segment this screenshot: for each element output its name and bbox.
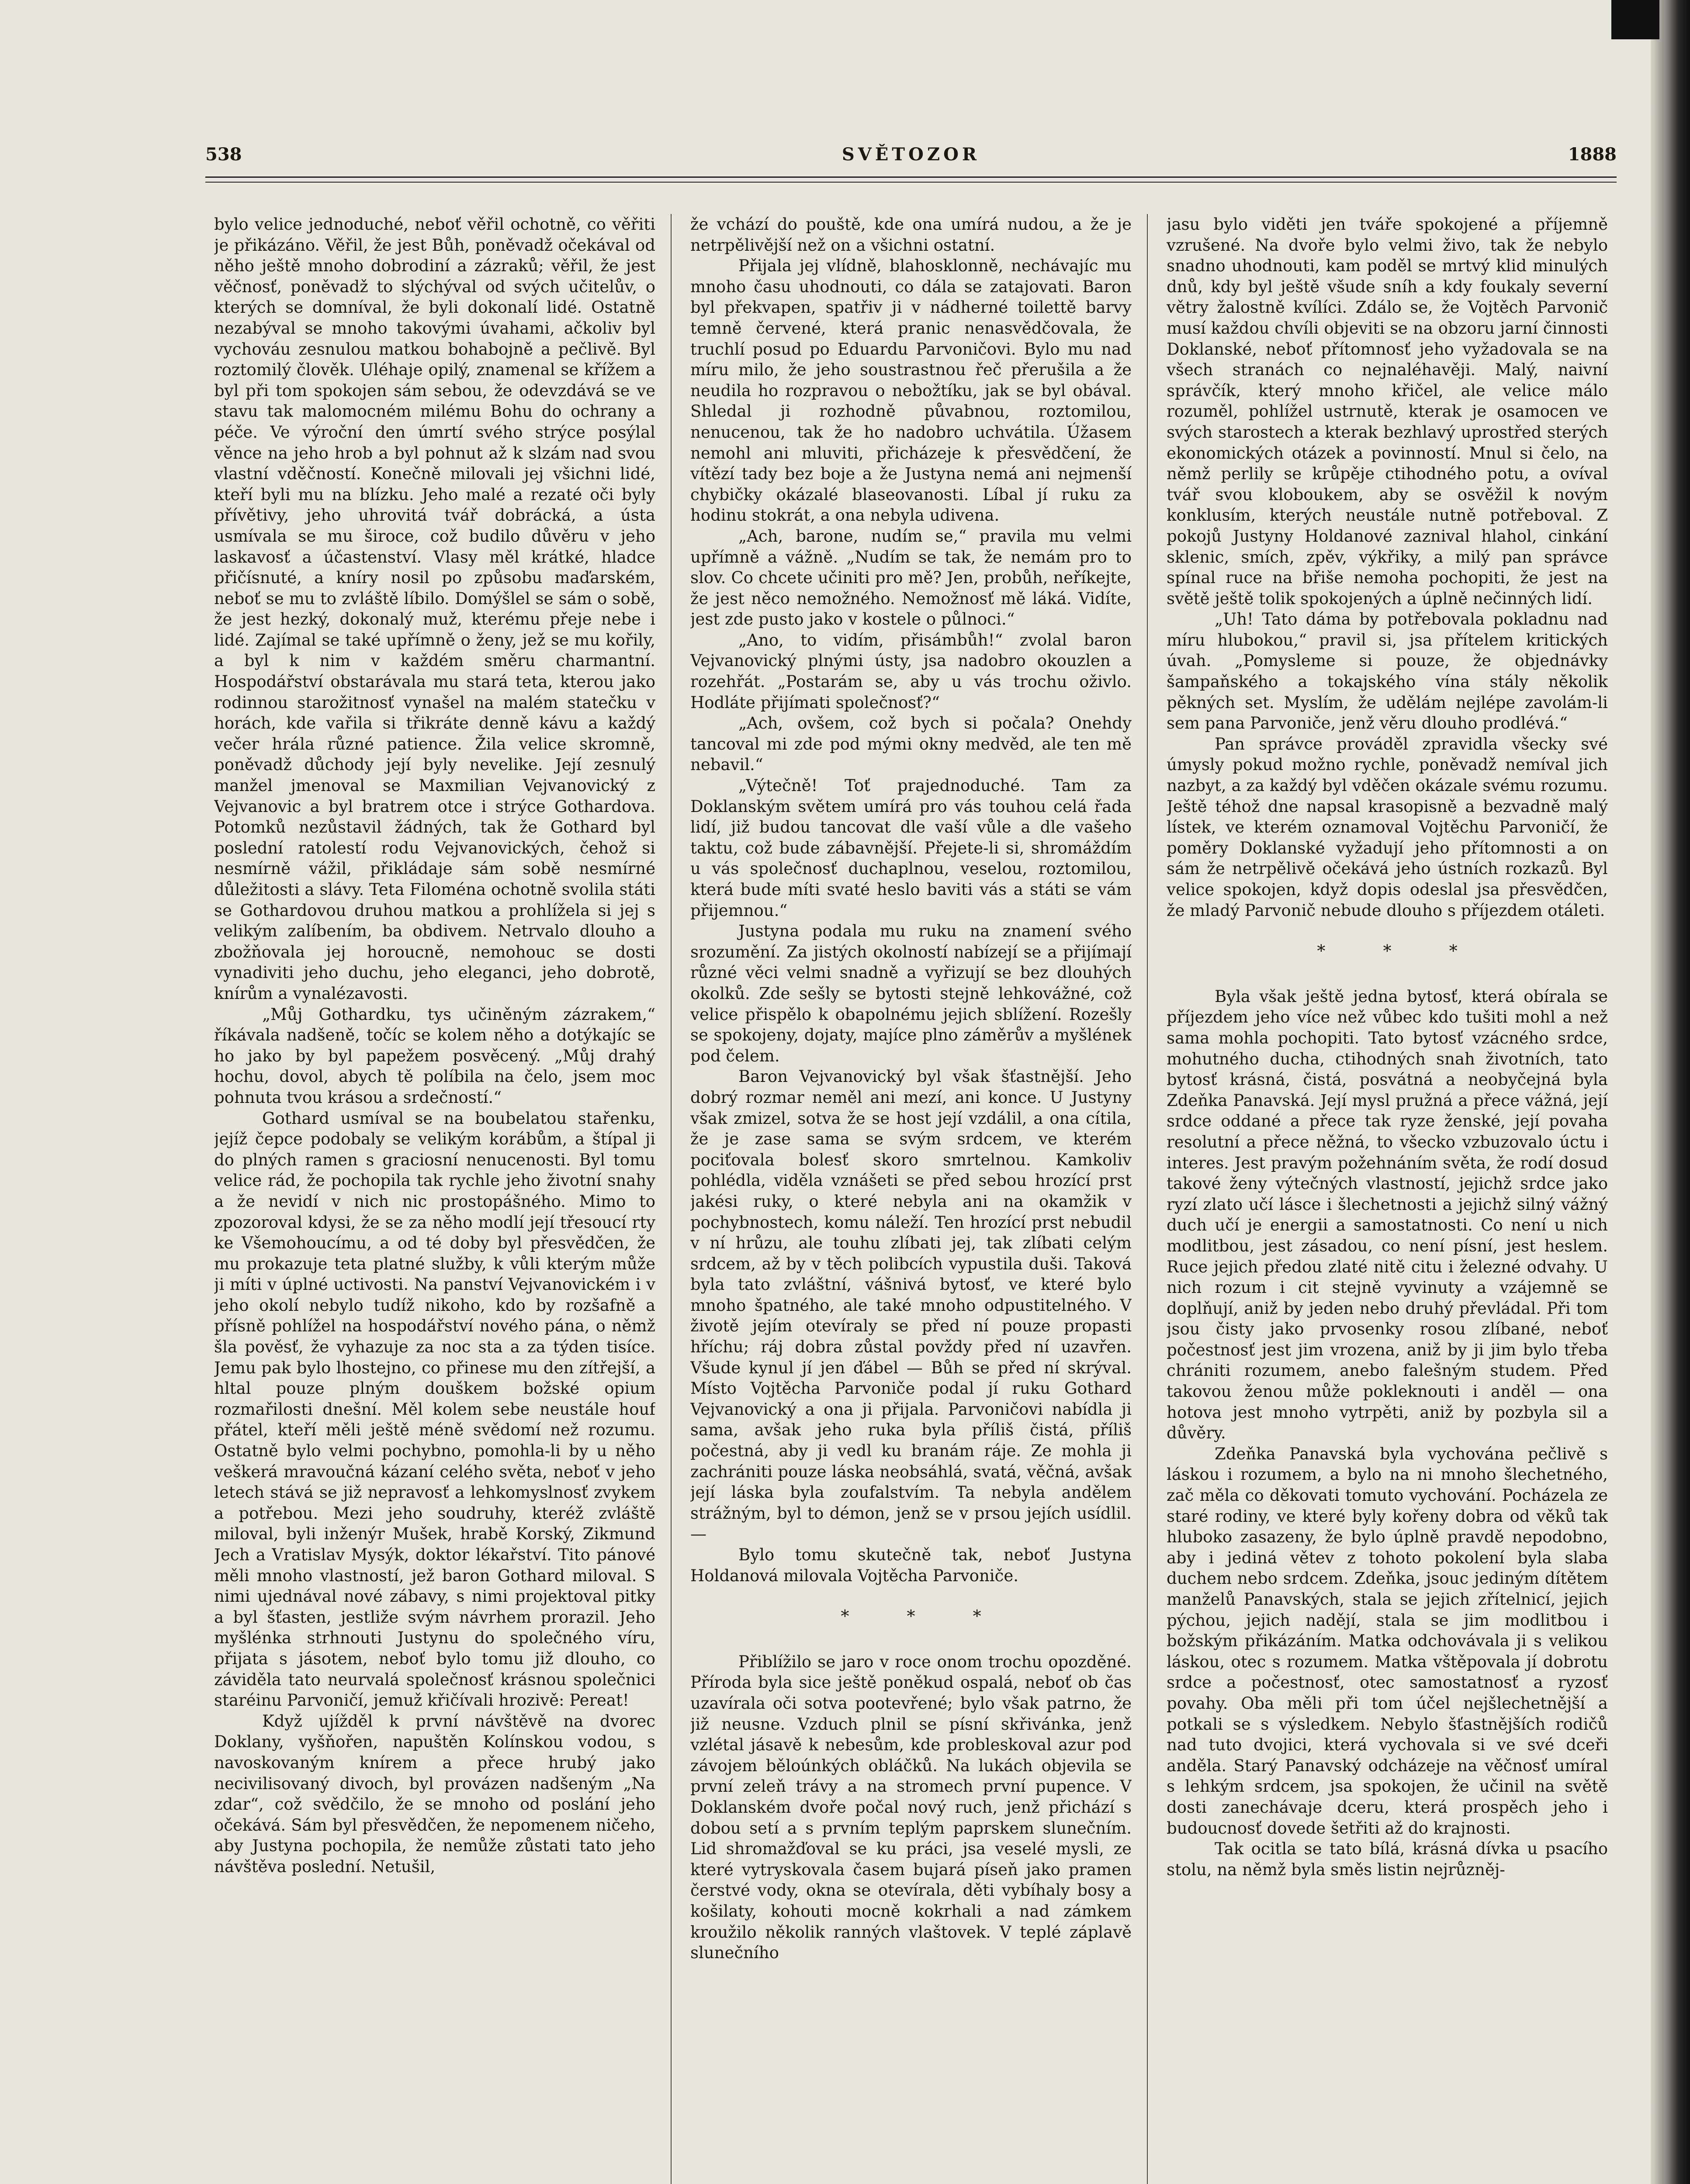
column-2 xyxy=(690,214,1132,2184)
column-rule xyxy=(1147,214,1148,2184)
page xyxy=(205,131,1617,2184)
header-rule xyxy=(205,176,1617,178)
paragraph: „Ano, to vidím, přisámbůh!“ zvolal baron Vejvanovický plnými ústy, jsa nadobro okouzlen a rozehřát. „Postarám se, aby u vás trochu oživlo. Hodláte přijímati společnosť?“ xyxy=(690,630,1132,712)
scan-corner xyxy=(1611,0,1659,39)
text-columns xyxy=(205,214,1617,2184)
paragraph: Když ujížděl k první návštěvě na dvorec Doklany, vyšňořen, napuštěn Kolínskou vodou, s navoskovaným knírem a přece hrubý jako necivilisovaný divoch, byl provázen nadšeným „Na zdar“, což svědčilo, že se mnoho od poslání jeho očekává. Sám byl přesvědčen, že nepomenem ničeho, aby Justyna pochopila, že nemůže zůstati tato jeho návštěva poslední. Netušil, xyxy=(214,1711,655,1876)
paragraph: „Uh! Tato dáma by potřebovala pokladnu nad míru hlubokou,“ pravil si, jsa přítelem kritických úvah. „Pomysleme si pouze, že objednávky šampaňského a tokajského vína stály několik pěkných set. Myslím, že udělám nejlépe zavolám-li sem pana Parvoniče, jenž věru dlouho prodlévá.“ xyxy=(1167,610,1608,733)
paragraph: jasu bylo viděti jen tváře spokojené a příjemně vzrušené. Na dvoře bylo velmi živo, tak že nebylo snadno uhodnouti, kam poděl se mrtvý klid minulých dnů, kdy byl ještě všude sníh a kdy foukaly severní větry žalostně kvílíci. Zdálo se, že Vojtěch Parvonič musí každou chvíli objeviti se na obzoru jarní činnosti Doklanské, neboť přítomnosť jeho vyžadovala se na všech stranách co nejnaléhavěji. Malý, naivní správčík, který mnoho křičel, ale velice málo rozuměl, pohlížel ustrnutě, kterak je osamocen ve svých starostech a kterak bezhlavý uprostřed sterých ekonomických otázek a povinností. Mnul si čelo, na němž perlily se krůpěje ctihodného potu, a ovíval tvář svou kloboukem, aby se osvěžil k novým konklusím, kterých neustále nutně potřeboval. Z pokojů Justyny Holdanové zaznival hlahol, cinkání sklenic, smích, zpěv, výkřiky, a milý pan správce spínal ruce na břiše nemoha pochopiti, že jest na světě ještě tolik spokojených a úplně nečinných lidí. xyxy=(1167,215,1608,608)
section-separator: * * * xyxy=(841,1607,1008,1626)
paragraph: Tak ocitla se tato bílá, krásná dívka u psacího stolu, na němž byla směs listin nejrůzněj- xyxy=(1167,1839,1608,1879)
paragraph: „Ach, ovšem, což bych si počala? Onehdy tancoval mi zde pod mými okny medvěd, ale ten mě nebavil.“ xyxy=(690,714,1132,774)
paragraph: že vchází do pouště, kde ona umírá nudou, a že je netrpělivější než on a všichni ostatní. xyxy=(690,215,1132,255)
page-year: 1888 xyxy=(1568,144,1617,165)
paragraph: Byla však ještě jedna bytosť, která obírala se příjezdem jeho více než vůbec kdo tušiti mohl a než sama mohla pochopiti. Tato bytosť vzácného srdce, mohutného ducha, ctihodných snah životních, tato bytosť krásná, čistá, posvátná a neobyčejná byla Zdeňka Panavská. Její mysl pružná a přece vážná, její srdce oddané a přece tak ryze ženské, její povaha resolutní a přece něžná, to všecko vzbuzovalo úctu i interes. Jest pravým požehnáním světa, že rodí dosud takové ženy výtečných vlastností, jejichž srdce jako ryzí zlato učí lásce i šlechetnosti a jejichž silný vážný duch učí je energii a samostatnosti. Co není u nich modlitbou, jest zásadou, co není písní, jest heslem. Ruce jejich předou zlaté nitě citu i železné odvahy. U nich rozum i cit stejně vyvinuty a vzájemně se doplňují, aniž by jeden nebo druhý převládal. Při tom jsou čisty jako prvosenky rosou zlíbané, neboť počestnosť jest jim vrozena, aniž by ji jim bylo třeba chrániti rozumem, anebo falešným studem. Před takovou ženou může pokleknouti i anděl — ona hotova jest mnoho vytrpěti, aniž by pozbyla sil a důvěry. xyxy=(1167,987,1608,1443)
paragraph: Přiblížilo se jaro v roce onom trochu opozděné. Příroda byla sice ještě poněkud ospalá, neboť ob čas uzavírala oči sotva pootevřené; bylo však patrno, že již neusne. Vzduch plnil se písní skřivánka, jenž vzlétal jásavě k nebesům, kde probleskoval azur pod závojem běloúnkých obláčků. Na lukách objevila se první zeleň trávy a na stromech první pupence. V Doklanském dvoře počal nový ruch, jenž přichází s dobou setí a s prvním teplým paprskem slunečním. Lid shromažďoval se ku práci, jsa veselé mysli, ze které vytryskovala časem bujará píseň jako pramen čerstvé vody, okna se otevírala, děti vybíhaly bosy a košilaty, kohouti mocně kokrhali a nad zámkem kroužilo několik ranných vlaštovek. V teplé záplavě slunečního xyxy=(690,1652,1132,1963)
page-number: 538 xyxy=(205,144,242,165)
paragraph: „Můj Gothardku, tys učiněným zázrakem,“ říkávala nadšeně, točíc se kolem něho a dotýkajíc se ho jako by byl papežem posvěcený. „Můj drahý hochu, dovol, abych tě políbila na čelo, jsem moc pohnuta tvou krásou a srdečností.“ xyxy=(214,1005,655,1107)
header-rule-thin xyxy=(205,182,1617,183)
paragraph: „Výtečně! Toť prajednoduché. Tam za Doklanským světem umírá pro vás touhou celá řada lidí, již budou tancovat dle vaší vůle a dle vašeho taktu, což bude zábavnější. Přejete-li si, shromáždím u vás společnosť duchaplnou, veselou, roztomilou, která bude míti svaté heslo baviti vás a státi se vám přijemnou.“ xyxy=(690,776,1132,920)
column-rule xyxy=(671,214,672,2184)
paragraph: Přijala jej vlídně, blahosklonně, nechávajíc mu mnoho času uhodnouti, co dála se zatajovati. Baron byl překvapen, spatřiv ji v nádherné toilettě barvy temně červené, která pranic nenasvědčovala, že truchlí posud po Eduardu Parvoničovi. Bylo mu nad míru milo, že jeho soustrastnou řeč přerušila a že neudila ho rozpravou o nebožtíku, jak se byl obával. Shledal ji rozhodně půvabnou, roztomilou, nenucenou, tak že ho nadobro uchvátila. Úžasem nemohl ani mluviti, přicházeje k přesvědčení, že vítězí tady bez boje a že Justyna nemá ani nejmenší chybičky okázalé blaseovanosti. Líbal jí ruku za hodinu stokrát, a ona nebyla udivena. xyxy=(690,256,1132,525)
paragraph: Justyna podala mu ruku na znamení svého srozumění. Za jistých okolností nabízejí se a přijímají různé věci velmi snadně a vyřizují se bez dlouhých okolků. Zde sešly se bytosti stejně lehkovážné, což velice přispělo k obapolnému jejich sblížení. Rozešly se spokojeny, dojaty, majíce plno záměrův a myšlének pod čelem. xyxy=(690,922,1132,1065)
paragraph: bylo velice jednoduché, neboť věřil ochotně, co věřiti je přikázáno. Věřil, že jest Bůh, poněvadž očekával od něho ještě mnoho dobrodiní a zázraků; věřil, že jest věčnosť, poněvadž to slýchýval od svých učitelův, o kterých se domníval, že byli dokonalí lidé. Ostatně nezabýval se mnoho takovými úvahami, ačkoliv byl vychováu zesnulou matkou bohabojně a pečlivě. Byl roztomilý člověk. Uléhaje opilý, znamenal se křížem a byl při tom spokojen sám sebou, že odevzdává se ve stavu tak malomocném milému Bohu do ochrany a péče. Ve výroční den úmrtí svého strýce posýlal věnce na jeho hrob a byl pohnut až k slzám nad svou vlastní vděčností. Konečně milovali jej všichni lidé, kteří byli mu na blízku. Jeho malé a rezaté oči byly přívětivy, jeho uhrovitá tvář dobrácká, a ústa usmívala se mu široce, což budilo důvěru v jeho laskavosť a účastenství. Vlasy měl krátké, hladce přičísnuté, a kníry nosil po způsobu maďarském, neboť se mu to zvláště líbilo. Domýšlel se sám o sobě, že jest hezký, dokonalý muž, kterému přeje nebe i lidé. Zajímal se také upřímně o ženy, jež se mu kořily, a byl k nim v každém směru charmantní. Hospodářství obstarávala mu stará teta, kterou jako rodinnou starožitnosť vynašel na malém statečku v horách, kde vařila si třikráte denně kávu a každý večer hrála různé patience. Žila velice skromně, poněvadž důchody její byly nevelike. Její zesnulý manžel jmenoval se Maxmilian Vejvanovický z Vejvanovic a byl bratrem otce i strýce Gothardova. Potomků nezůstavil žádných, tak že Gothard byl poslední ratolestí rodu Vejvanovických, čehož si nesmírně vážil, přikládaje sám sobě nesmírné důležitosti a slávy. Teta Filoména ochotně svolila státi se Gothardovou druhou matkou a prohlížela si jej s velikým zalíbením, ba obdivem. Netrvalo dlouho a zbožňovala jej horoucně, nemohouc se dosti vynadiviti jeho duchu, jeho eleganci, jeho dobrotě, knírům a vynalézavosti. xyxy=(214,215,655,1003)
paragraph: Bylo tomu skutečně tak, neboť Justyna Holdanová milovala Vojtěcha Parvoniče. xyxy=(690,1545,1132,1585)
section-separator: * * * xyxy=(1317,941,1484,961)
paragraph: „Ach, barone, nudím se,“ pravila mu velmi upřímně a vážně. „Nudím se tak, že nemám pro to slov. Co chcete učiniti pro mě? Jen, probůh, neříkejte, že jest něco nemožného. Nemožnosť mě láká. Vidíte, jest zde pusto jako v kostele o půlnoci.“ xyxy=(690,526,1132,629)
column-1 xyxy=(214,214,655,2184)
page-header xyxy=(205,144,1617,175)
paragraph: Pan správce prováděl zpravidla všecky své úmysly pokud možno rychle, poněvadž nemíval jich nazbyt, a za každý byl vděčen okázale svému rozumu. Ještě téhož dne napsal krasopisně a bezvadně malý lístek, ve kterém oznamoval Vojtěchu Parvoničí, že poměry Doklanské vyžadují jeho přítomnosti a on sám že netrpělivě očekává jeho ústních rozkazů. Byl velice spokojen, když dopis odeslal jsa přesvědčen, že mladý Parvonič nebude dlouho s příjezdem otáleti. xyxy=(1167,734,1608,920)
paragraph: Baron Vejvanovický byl však šťastnější. Jeho dobrý rozmar neměl ani mezí, ani konce. U Justyny však zmizel, sotva že se host její vzdálil, a ona cítila, že je zase sama se svým srdcem, ve kterém pociťovala bolesť skoro smrtelnou. Kamkoliv pohlédla, viděla vznášeti se před sebou hrozící prst jakési ruky, o které nebyla ani na okamžik v pochybnostech, komu náleží. Ten hrozící prst nebudil v ní hrůzu, ale touhu zlíbati jej, tak zlíbati celým srdcem, až by v těch polibcích vypustila duši. Taková byla tato zvláštní, vášnivá bytosť, ve které bylo mnoho špatného, ale také mnoho odpustitelného. V životě jejím otevíraly se před ní pouze propasti hříchu; ráj dobra zůstal povždy před ní uzavřen. Všude kynul jí jen ďábel — Bůh se před ní skrýval. Místo Vojtěcha Parvoniče podal jí ruku Gothard Vejvanovický a ona ji přijala. Parvoničovi nabídla ji sama, avšak jeho ruka byla příliš čistá, příliš počestná, aby ji vedl ku branám ráje. Ze mohla ji zachrániti pouze láska neobsáhlá, svatá, věčná, avšak její láska byla zoufalstvím. Ta nebyla andělem strážným, byl to démon, jenž se v prsou jejích usídlil. — xyxy=(690,1067,1132,1544)
paragraph: Zdeňka Panavská byla vychována pečlivě s láskou i rozumem, a bylo na ni mnoho šlechetného, zač měla co děkovati tomuto vychování. Pocházela ze staré rodiny, ve které byly kořeny dobra od věků tak hluboko zasazeny, že bylo úplně pravdě nepodobno, aby i jediná větev z tohoto pokolení byla slaba duchem nebo srdcem. Zdeňka, jsouc jediným dítětem manželů Panavských, stala se jejich zřítelnicí, jejich pýchou, jejich nadějí, stala se jim modlitbou i božským přikázáním. Matka odchovávala ji s velikou láskou, otec s rozumem. Matka vštěpovala jí dobrotu srdce a počestnosť, otec samostatnosť a ryzosť povahy. Oba měli při tom účel nejšlechetnější a potkali se s výsledkem. Nebylo šťastnějších rodičů nad tuto dvojici, která vychovala si ve své dceři anděla. Starý Panavský odcházeje na věčnosť umíral s lehkým srdcem, jsa spokojen, že učinil na světě dosti zanechávaje dceru, která prospěch jeho i budoucnosť dovede šetřiti až do krajnosti. xyxy=(1167,1444,1608,1838)
column-3 xyxy=(1167,214,1608,2184)
journal-title: SVĚTOZOR xyxy=(842,144,980,165)
paragraph: Gothard usmíval se na boubelatou stařenku, jejíž čepce podobaly se velikým korábům, a štípal ji do plných ramen s graciosní nenucenosti. Byl tomu velice rád, že pochopila tak rychle jeho životní snahy a že nevidí v nich nic prostopášného. Mimo to zpozoroval kdysi, že se za něho modlí její třesoucí rty ke Všemohoucímu, a od té doby byl přesvědčen, že mu prokazuje teta platné služby, k vůli kterým může ji míti v úplné uctivosti. Na panství Vejvanovickém i v jeho okolí nebylo tudíž nikoho, kdo by rozšafně a přísně pohlížel na hospodářství nového pána, o němž šla pověsť, že vyhazuje za noc sta a za týden tisíce. Jemu pak bylo lhostejno, co přinese mu den zítřejší, a hltal pouze plným douškem božské opium rozmařilosti dnešní. Měl kolem sebe neustále houf přátel, kteří měli ještě méně svědomí než rozumu. Ostatně bylo velmi pochybno, pomohla-li by u něho veškerá mravoučná kázaní celého světa, neboť v jeho letech stává se již nepravosť a lehkomyslnosť zvykem a potřebou. Mezi jeho soudruhy, kteréž zvláště miloval, byli inženýr Mušek, hrabě Korský, Zikmund Jech a Vratislav Mysýk, doktor lékařství. Tito pánové měli mnoho vlastností, jež baron Gothard miloval. S nimi ujednával nové zábavy, s nimi projektoval pitky a byl šťasten, jestliže svým návrhem prorazil. Jeho myšlénka strhnouti Justynu do společného víru, přijata s jásotem, neboť bylo tomu již dlouho, co záviděla tato neurvalá společnosť krásnou společnici staréinu Parvoničí, jemuž křičívali hrozivě: Pereat! xyxy=(214,1109,655,1710)
scan-edge xyxy=(1651,0,1690,2184)
